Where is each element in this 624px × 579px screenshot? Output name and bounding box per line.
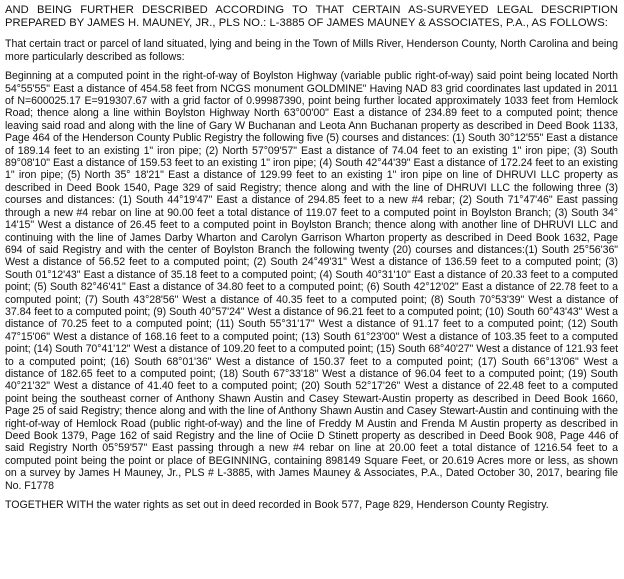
water-rights-paragraph: TOGETHER WITH the water rights as set out in deed recorded in Book 577, Page 829, Henderson County Registry. <box>5 499 549 512</box>
metes-and-bounds-paragraph: Beginning at a computed point in the right-of-way of Boylston Highway (variable public right-of-way) said point being located North 54°55'55" East a distance of 454.58 feet from NCGS monument GOLDMINE" Having NAD 83 grid coordinates last updated in 2011 of N=600025.17 E=919307.67 with a grid factor of 0.99987390, point being further located approximately 1033 feet from Hemlock Road; thence along a line within Boylston Highway North 63°00'00" East a distance of 234.89 feet to a computed point; thence leaving said road and along with the line of Gary W Buchanan and Leota Ann Buchanan property as described in Deed Book 1133, Page 464 of the Henderson County Public Registry the following five (5) courses and distances: (1) South 30°12'55" East a distance of 189.14 feet to an existing 1" iron pipe; (2) North 57°09'57" East a distance of 74.04 feet to an existing 1" iron pipe; (3) South 89°08'10" East a distance of 159.53 feet to an existing 1" iron pipe; (4) South 42°44'39" East a distance of 172.24 feet to an existing 1" iron pipe; (5) North 35° 18'21" East a distance of 129.99 feet to an existing 1" iron pipe on line of DHRUVI LLC property as described in Deed Book 1540, Page 329 of said Registry; thence along and with the line of DHRUVI LLC the following three (3) courses and distances: (1) South 44°19'47" East a distance of 294.85 feet to a new #4 rebar; (2) South 71°47'46" East passing through a new #4 rebar on line at 90.00 feet a total distance of 119.07 feet to a computed point in Boylston Branch; (3) South 34° 14'15" West a distance of 26.45 feet to a computed point in Boylston Branch; thence along with another line of DHRUVI LLC and continuing with the line of James Darby Wharton and Carolyn Garrison Wharton property as described in Deed Book 1632, Page 694 of said Registry and with the center of Boylston Branch the following twenty (20) courses and distances:(1) South 25°56'36" West a distance of 56.52 feet to a computed point; (2) South 24°49'31" West a distance of 136.59 feet to a computed point; (3) South 01°12'43" East a distance of 35.18 feet to a computed point; (4) South 40°31'10" East a distance of 20.33 feet to a computed point; (5) South 82°46'41" East a distance of 34.80 feet to a computed point; (6) South 42°12'02" East a distance of 22.78 feet to a computed point; (7) South 43°28'56" West a distance of 40.35 feet to a computed point; (8) South 70°53'39" West a distance of 37.84 feet to a computed point; (9) South 40°57'24" West a distance of 96.21 feet to a computed point; (10) South 60°43'43" West a distance of 70.25 feet to a computed point; (11) South 55°31'17" West a distance of 91.17 feet to a computed point; (12) South 47°15'06" West a distance of 168.16 feet to a computed point; (13) South 61°23'00" West a distance of 103.35 feet to a computed point; (14) South 70°41'12" West a distance of 109.20 feet to a computed point; (15) South 68°40'27" West a distance of 121.93 feet to a computed point; (16) South 68°01'36" West a distance of 150.37 feet to a computed point; (17) South 66°13'06" West a distance of 182.65 feet to a computed point; (18) South 67°33'18" West a distance of 96.04 feet to a computed point; (19) South 40°21'32" West a distance of 41.40 feet to a computed point; (20) South 52°17'26" West a distance of 22.48 feet to a computed point being the southeast corner of Anthony Shawn Austin and Casey Stewart-Austin property as described in Deed Book 1660, Page 25 of said Registry; thence along and with the line of Anthony Shawn Austin and Casey Stewart-Austin and continuing with the right-of-way of Hemlock Road (public right-of-way) and the line of Freddy M Austin and Frenda M Austin property as described in Deed Book 1379, Page 162 of said Registry and the line of Ociie D Stinett property as described in Deed Book 908, Page 446 of said Registry North 05°59'57" East passing through a new #4 rebar on line at 20.00 feet a total distance of 1216.54 feet to a computed point being the point or place of BEGINNING, containing 898149 Square Feet, or 20.619 Acres more or less, as shown on a survey by James H Mauney, Jr., PLS # L-3885, with James Mauney & Associates, P.A., Dated October 30, 2017, bearing file No. F1778 <box>5 70 618 492</box>
document-heading: AND BEING FURTHER DESCRIBED ACCORDING TO THAT CERTAIN AS-SURVEYED LEGAL DESCRIPTION PREPARED BY JAMES H. MAUNEY, JR., PLS NO.: L-3885 OF JAMES MAUNEY & ASSOCIATES, P.A., AS FOLLOWS: <box>5 4 618 30</box>
intro-paragraph: That certain tract or parcel of land situated, lying and being in the Town of Mills River, Henderson County, North Carolina and being more particularly described as follows: <box>5 38 618 63</box>
legal-description-document <box>5 4 618 518</box>
